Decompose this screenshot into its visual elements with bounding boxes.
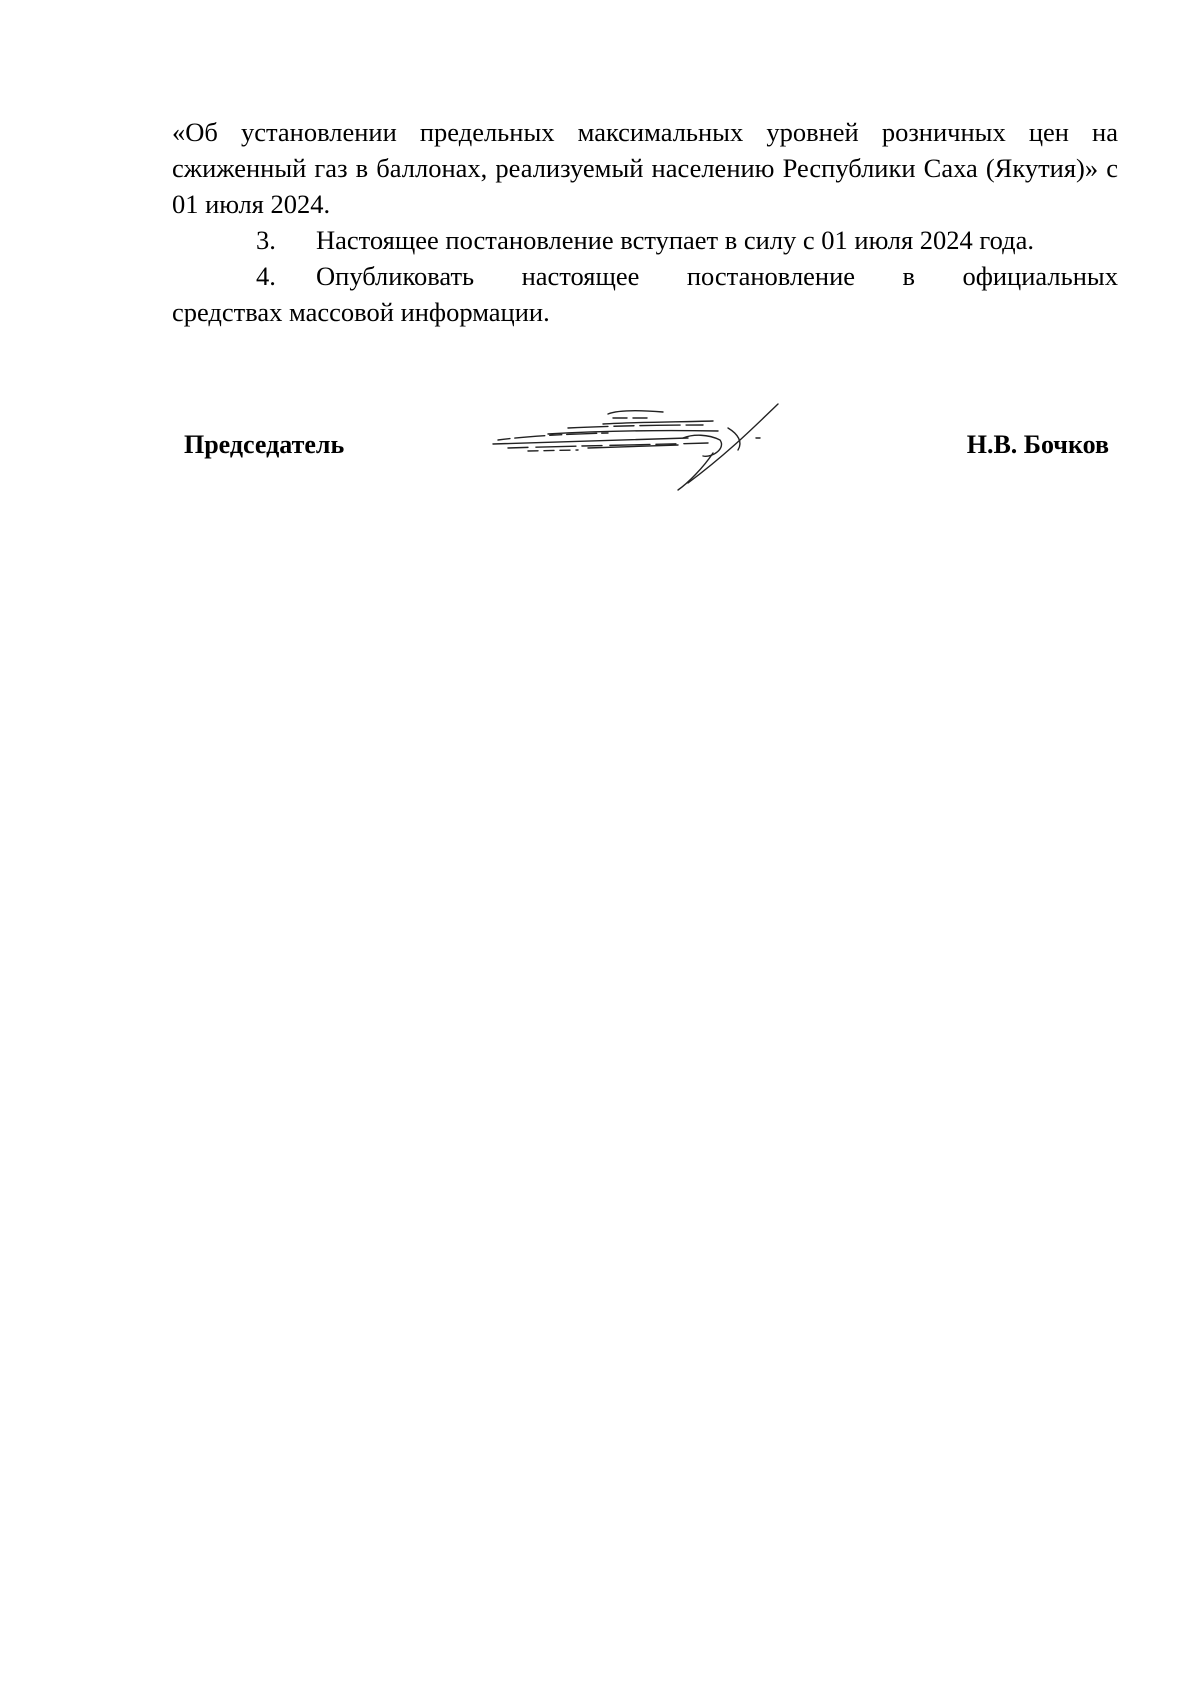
handwritten-signature [488, 398, 788, 498]
item-word: постановление [686, 261, 856, 291]
list-item-4-continuation: средствах массовой информации. [172, 297, 550, 327]
item-word: Опубликовать [316, 261, 475, 291]
intro-paragraph: «Об установлении предельных максимальных уровней розничных цен на сжиженный газ в баллонах, реализуемый населению Республики Саха (Якутия)» с 01 июля 2024. [172, 117, 1118, 219]
item-first-line [316, 258, 1118, 294]
document-body [172, 114, 1118, 330]
signatory-title: Председатель [184, 430, 345, 459]
item-number: 4. [256, 261, 276, 291]
item-number: 3. [256, 225, 276, 255]
list-item-4 [172, 258, 1118, 294]
item-word: в [902, 261, 916, 291]
item-text: Настоящее постановление вступает в силу с 01 июля 2024 года. [316, 225, 1034, 255]
item-word: официальных [962, 261, 1118, 291]
list-item-3 [172, 222, 1118, 258]
item-word: настоящее [521, 261, 640, 291]
signatory-name: Н.В. Бочков [966, 430, 1109, 459]
